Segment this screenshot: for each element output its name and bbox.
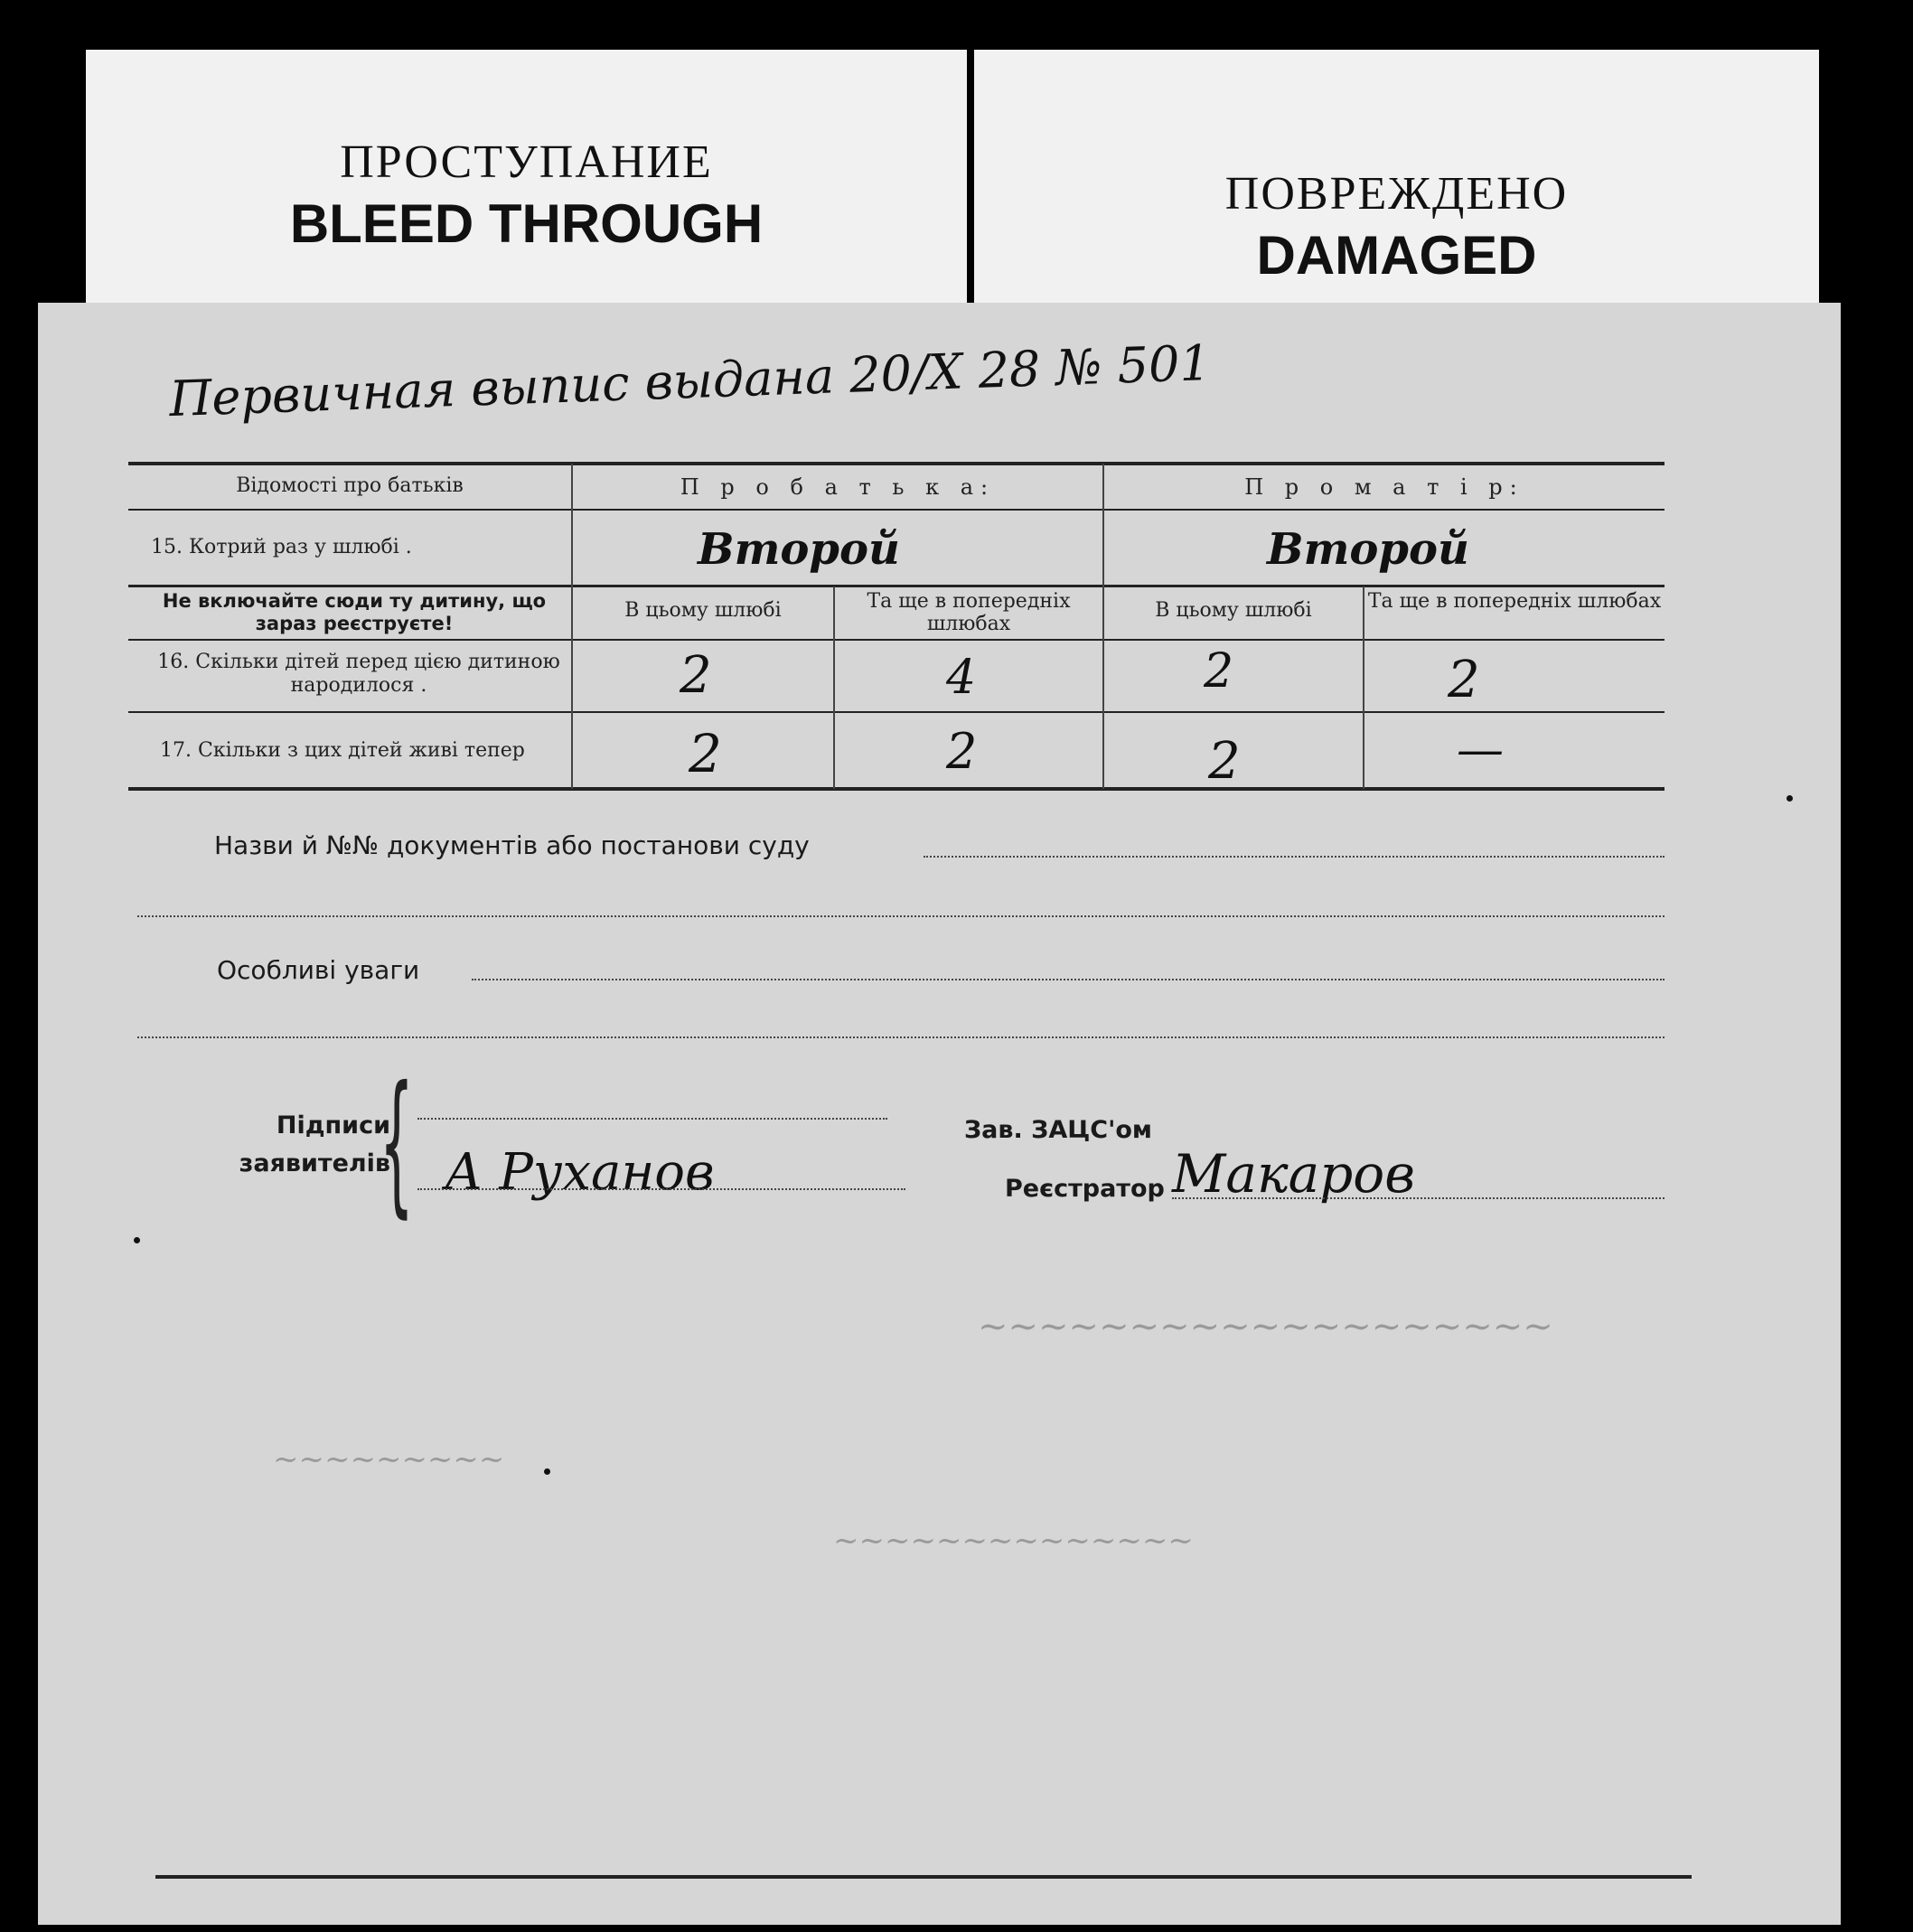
bleed-through-label-ru: ПРОСТУПАНИЕ xyxy=(340,136,713,188)
ink-speck xyxy=(544,1468,550,1475)
ink-speck xyxy=(134,1237,140,1243)
row-17-father-previous: 2 xyxy=(946,723,978,780)
row-16-mother-previous: 2 xyxy=(1448,651,1480,709)
bleed-through-ghost-1: ~~~~~~~~~~~~~~~~~~~ xyxy=(978,1306,1553,1347)
table-rule xyxy=(128,585,1664,587)
damaged-label-en: DAMAGED xyxy=(1256,225,1537,286)
applicant-signature: А Руханов xyxy=(445,1143,715,1202)
applicants-signature-label: Підписи заявителів xyxy=(239,1111,390,1177)
bleed-through-label-en: BLEED THROUGH xyxy=(289,193,764,254)
header-note: Первичная выпис выдана 20/X 28 № 501 xyxy=(168,333,1212,428)
applicant-signature-line-2 xyxy=(417,1188,905,1190)
bleed-through-ghost-3: ~~~~~~~~~~~~~~ xyxy=(833,1523,1194,1559)
bleed-through-ghost-2: ~~~~~~~~~ xyxy=(273,1441,505,1477)
damaged-label-ru: ПОВРЕЖДЕНО xyxy=(1224,168,1569,220)
applicant-signature-line xyxy=(417,1118,887,1120)
notes-label: Особливі уваги xyxy=(217,955,420,985)
row-17-mother-previous: — xyxy=(1457,723,1504,777)
row-17-father-this: 2 xyxy=(689,723,722,784)
table-rule xyxy=(128,639,1664,641)
subheader-exclude-note: Не включайте сюди ту дитину, що зараз реєструєте! xyxy=(162,590,547,634)
subheader-father-previous: Та ще в попередніх шлюбах xyxy=(867,590,1071,635)
row-16-mother-this: 2 xyxy=(1204,644,1234,699)
row-15-mother-value: Второй xyxy=(1267,524,1469,575)
subheader-mother-previous: Та ще в попередніх шлюбах xyxy=(1367,590,1662,613)
table-header-mother: П р о м а т і р: xyxy=(1244,474,1524,500)
table-col-rule xyxy=(1102,464,1104,789)
registrar-signature: Макаров xyxy=(1172,1143,1415,1205)
table-header-parents: Відомості про батьків xyxy=(236,474,464,497)
row-16-father-this: 2 xyxy=(680,646,712,705)
subheader-mother-this-marriage: В цьому шлюбі xyxy=(1155,599,1312,622)
documents-label: Назви й №№ документів або постанови суду xyxy=(214,830,810,860)
row-17-mother-this: 2 xyxy=(1208,732,1241,791)
table-top-rule xyxy=(128,462,1664,465)
row-16-father-previous: 4 xyxy=(946,651,977,705)
registrar-label: Реєстратор xyxy=(1005,1175,1165,1203)
row-15-label: 15. Котрий раз у шлюбі . xyxy=(151,536,412,558)
row-16-label: 16. Скільки дітей перед цією дитиною народилося . xyxy=(157,651,560,697)
documents-field-line-2 xyxy=(137,915,1664,917)
applicants-brace: { xyxy=(380,1054,414,1233)
notes-field-line-2 xyxy=(137,1036,1664,1038)
subheader-father-this-marriage: В цьому шлюбі xyxy=(624,599,782,622)
registrar-signature-line xyxy=(1172,1197,1664,1199)
sheet-bottom-rule xyxy=(155,1875,1692,1879)
table-header-father: П р о б а т ь к а: xyxy=(680,474,996,500)
row-17-label: 17. Скільки з цих дітей живі тепер xyxy=(160,739,525,762)
registry-head-label: Зав. ЗАЦС'ом xyxy=(964,1116,1152,1144)
table-bottom-rule xyxy=(128,787,1664,791)
table-rule xyxy=(128,509,1664,511)
row-15-father-value: Второй xyxy=(698,524,900,575)
notes-field-line xyxy=(472,979,1664,980)
ink-speck xyxy=(1786,795,1793,802)
table-rule xyxy=(128,711,1664,713)
documents-field-line xyxy=(924,856,1664,858)
record-sheet xyxy=(38,303,1841,1925)
table-col-rule xyxy=(1363,586,1364,789)
